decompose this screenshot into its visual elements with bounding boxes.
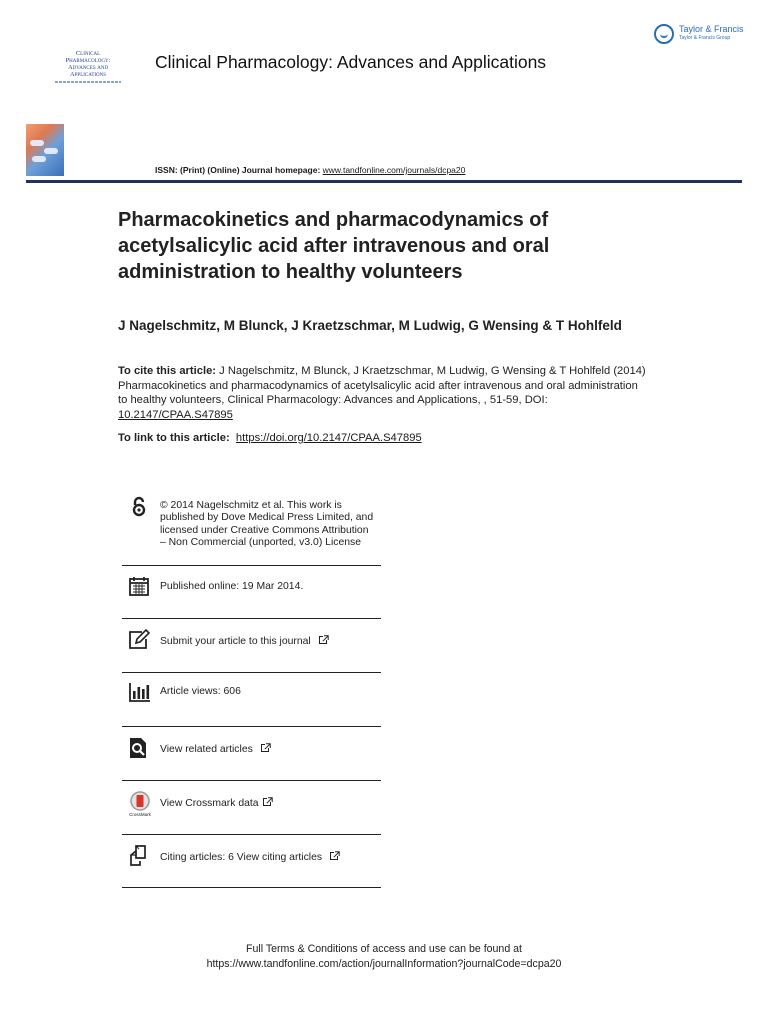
crossmark-icon-label: CrossMark [129, 812, 151, 817]
citing-articles-link[interactable] [160, 851, 340, 863]
terms-footer [0, 942, 768, 972]
article-link-line [118, 432, 422, 444]
journal-logo-line: Applications [69, 71, 107, 78]
doi-link[interactable]: 10.2147/CPAA.S47895 [118, 408, 233, 421]
article-authors: J Nagelschmitz, M Blunck, J Kraetzschmar, M Ludwig, G Wensing & T Hohlfeld [118, 318, 622, 333]
open-access-icon [128, 496, 150, 518]
related-articles-link[interactable] [160, 743, 271, 755]
publisher-subname: Taylor & Francis Group [679, 35, 731, 41]
search-document-icon [128, 737, 150, 759]
journal-cover-image [26, 124, 64, 176]
publisher-logo-icon [654, 24, 674, 44]
journal-homepage-link[interactable]: www.tandfonline.com/journals/dcpa20 [322, 165, 466, 175]
related-label: View related articles [160, 744, 253, 755]
cover-pill [44, 148, 58, 154]
publisher-logo[interactable] [654, 22, 754, 48]
license-text: © 2014 Nagelschmitz et al. This work is published by Dove Medical Press Limited, and licensed under Creative Commons Attribution – Non Commercial (unported, v3.0) License [160, 500, 374, 549]
journal-title: Clinical Pharmacology: Advances and Applications [155, 52, 547, 72]
citing-row[interactable] [122, 835, 381, 888]
cite-label: To cite this article: [118, 365, 217, 377]
article-title: Pharmacokinetics and pharmacodynamics of acetylsalicylic acid after intravenous and oral administration to healthy volunteers [118, 209, 550, 283]
submit-link[interactable] [160, 635, 329, 647]
footer-line-1: Full Terms & Conditions of access and use can be found at [246, 943, 522, 955]
submit-row[interactable] [122, 619, 381, 673]
external-link-icon [262, 797, 273, 807]
crossmark-row[interactable] [122, 781, 381, 835]
link-label: To link to this article: [118, 432, 230, 444]
open-access-row [122, 492, 381, 566]
footer-terms-url[interactable]: https://www.tandfonline.com/action/journalInformation?journalCode=dcpa20 [206, 958, 562, 970]
calendar-icon [128, 575, 150, 597]
crossmark-link[interactable] [160, 797, 273, 809]
article-info-list [122, 492, 381, 888]
published-date: Published online: 19 Mar 2014. [160, 581, 304, 592]
cover-pill [30, 140, 44, 146]
citation-block [118, 364, 648, 422]
cover-pill [32, 156, 46, 162]
external-link-icon [318, 635, 329, 645]
header-divider [26, 180, 742, 183]
issn-text: ISSN: (Print) (Online) Journal homepage: [155, 165, 323, 175]
citing-icon [128, 845, 150, 867]
citing-label: Citing articles: 6 View citing articles [160, 852, 323, 863]
journal-logo-line: Clinical [75, 50, 101, 57]
external-link-icon [329, 851, 340, 861]
external-link-icon [260, 743, 271, 753]
related-row[interactable] [122, 727, 381, 781]
journal-logo-line: Advances and [67, 64, 109, 71]
submit-label: Submit your article to this journal [160, 636, 311, 647]
article-doi-url[interactable]: https://doi.org/10.2147/CPAA.S47895 [235, 432, 422, 444]
crossmark-icon [128, 791, 152, 817]
issn-line [155, 165, 465, 175]
edit-icon [128, 629, 150, 651]
publisher-name: Taylor & Francis [679, 24, 744, 34]
article-views: Article views: 606 [160, 686, 241, 697]
journal-logo-line: Pharmacology: [65, 57, 111, 64]
journal-logo [52, 50, 124, 90]
published-row [122, 566, 381, 619]
crossmark-label: View Crossmark data [160, 798, 259, 809]
journal-logo-bar [55, 81, 121, 83]
views-row [122, 673, 381, 727]
bar-chart-icon [128, 681, 150, 703]
cite-text: J Nagelschmitz, M Blunck, J Kraetzschmar, M Ludwig, G Wensing & T Hohlfeld (2014) Pharmacokinetics and pharmacodynamics of acetylsalicylic acid after intravenous and oral administration to healthy volunteers, Clinical Pharmacology: Advances and Applications, , 51-59, DOI: [118, 365, 646, 407]
